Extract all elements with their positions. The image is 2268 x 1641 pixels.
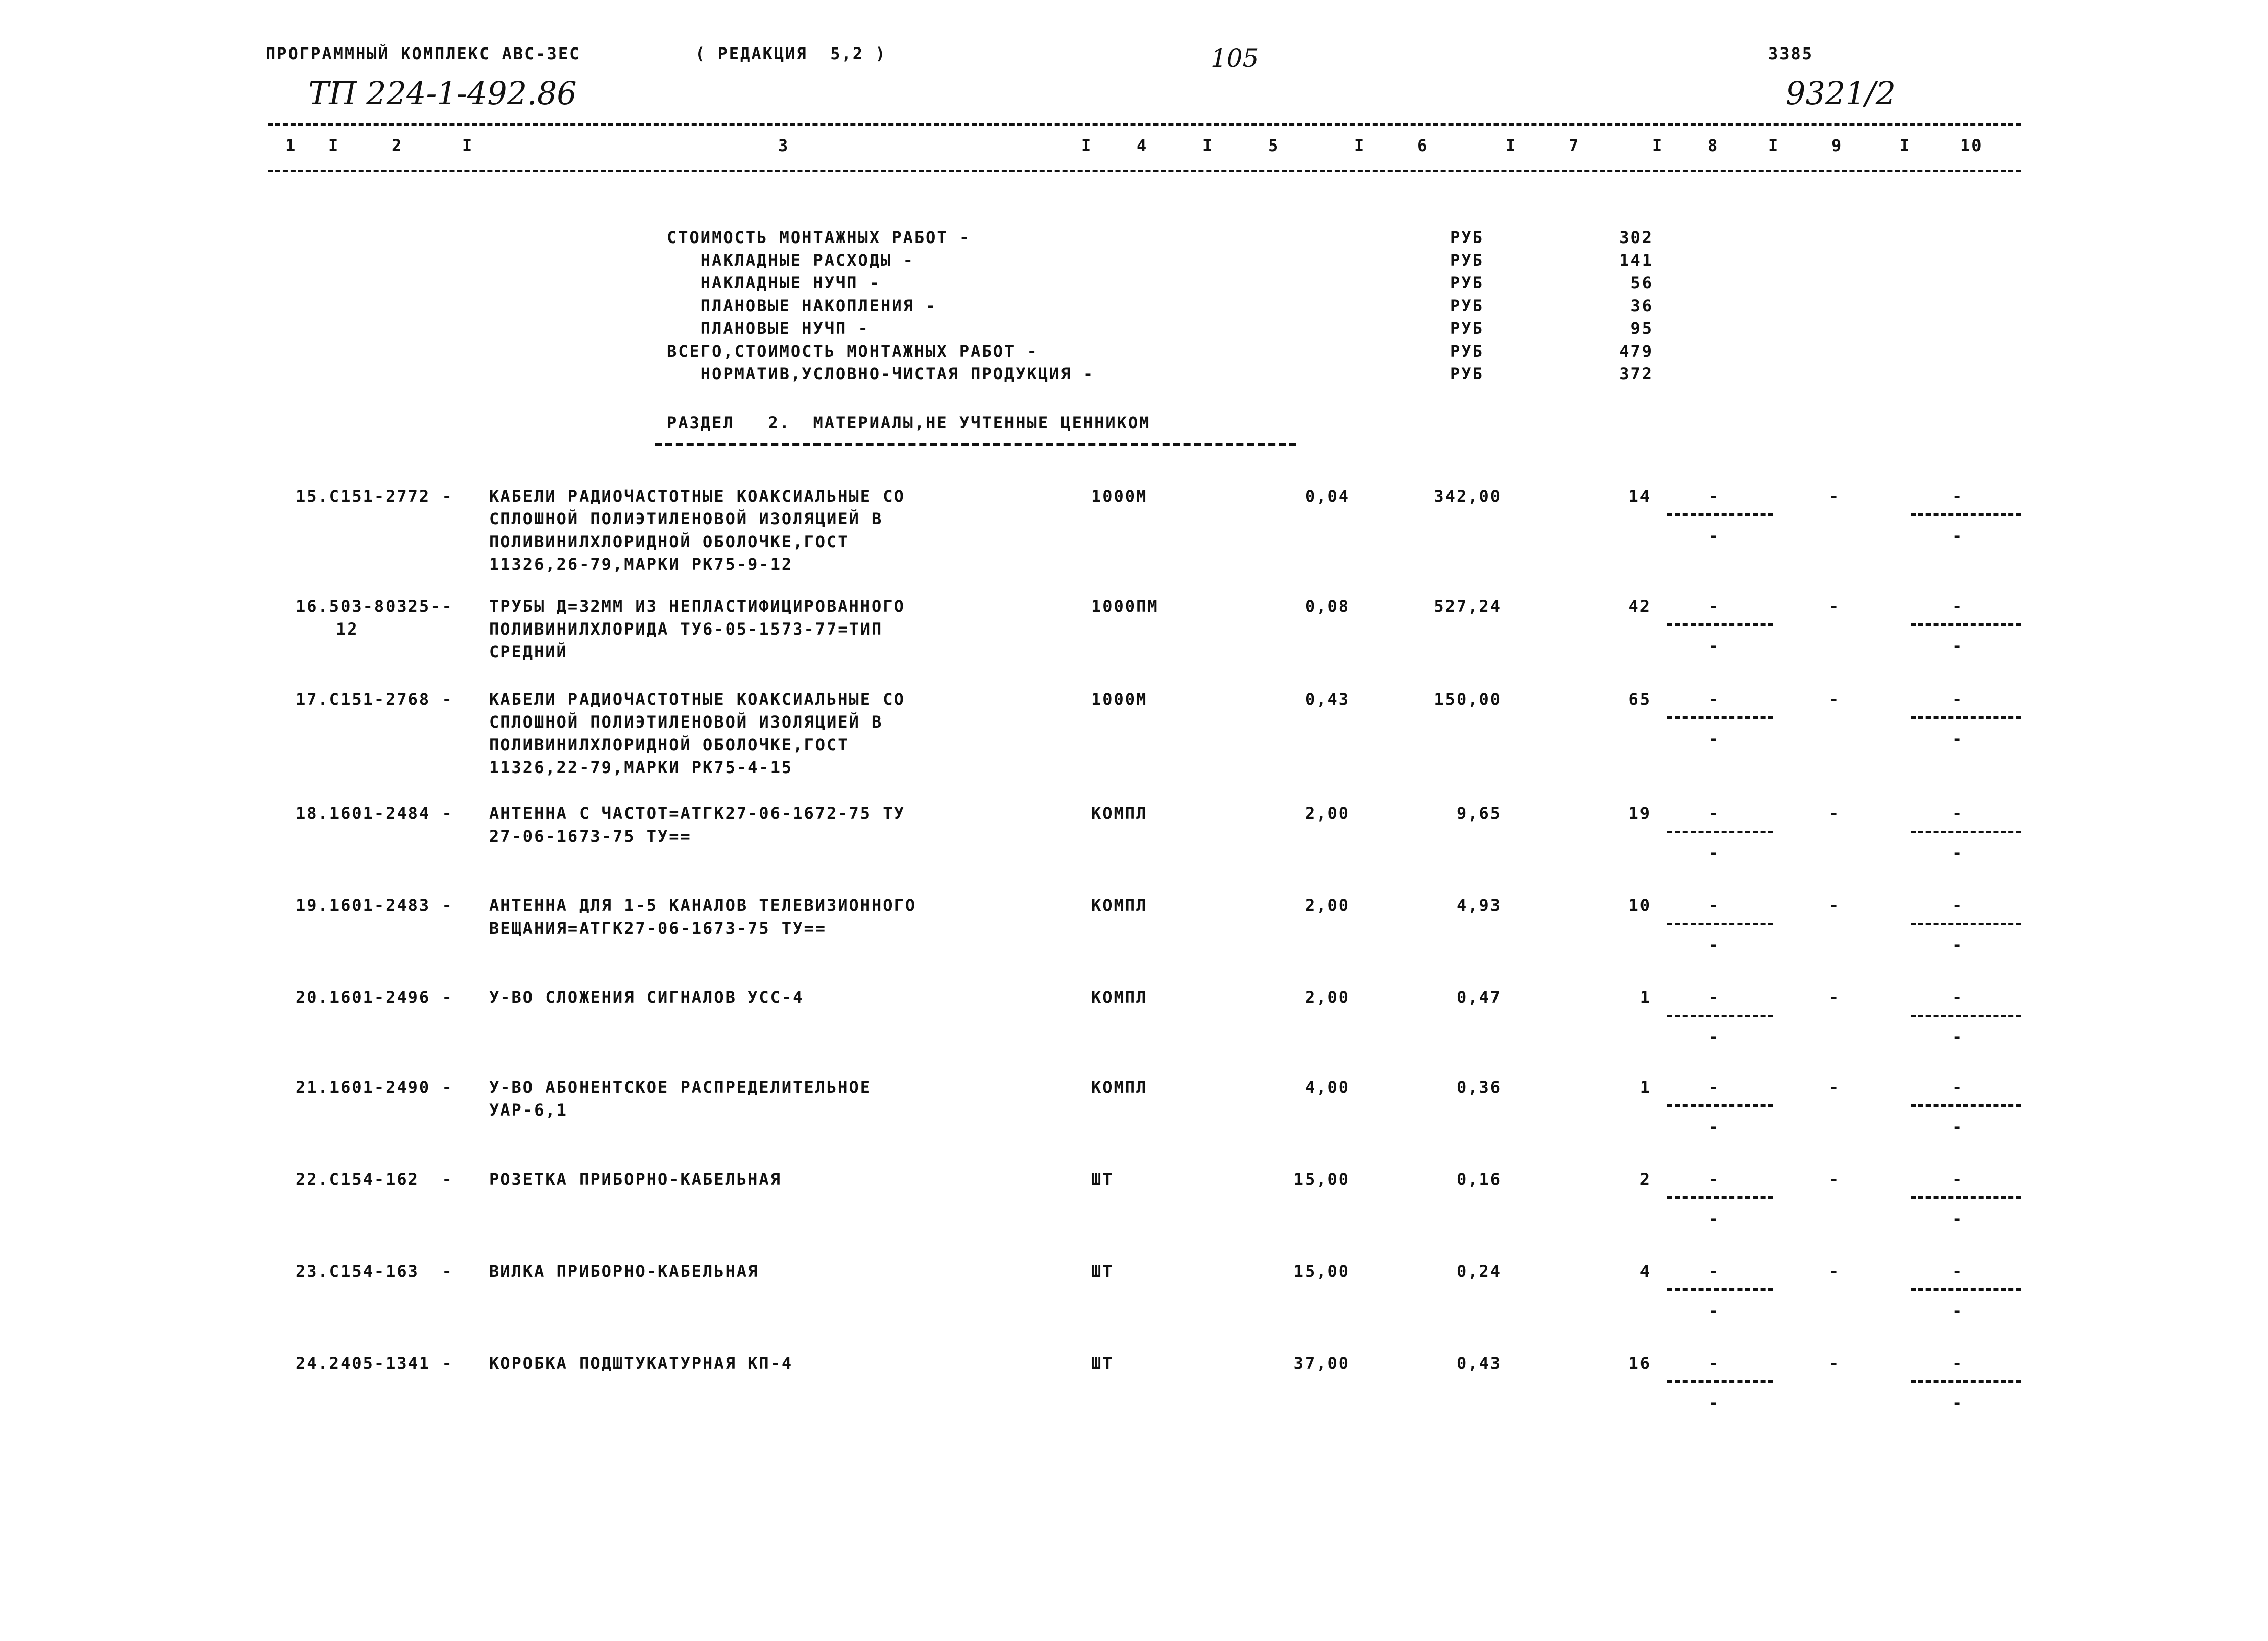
item-description-line: УАР-6,1	[489, 1100, 568, 1120]
summary-label: ВСЕГО,СТОИМОСТЬ МОНТАЖНЫХ РАБОТ -	[667, 342, 1038, 361]
column-separator: I	[1081, 136, 1093, 155]
col10-dash-rule	[1911, 623, 2021, 626]
item-unit: 1000ПМ	[1091, 597, 1159, 616]
col10-dash-top: -	[1952, 1078, 1964, 1097]
summary-label: НАКЛАДНЫЕ НУЧП -	[667, 273, 881, 293]
item-total: 65	[1628, 690, 1651, 709]
column-separator: I	[1354, 136, 1366, 155]
item-total: 16	[1628, 1354, 1651, 1373]
item-unit: КОМПЛ	[1091, 988, 1148, 1007]
item-code: 20.1601-2496 -	[296, 988, 453, 1007]
item-total: 4	[1639, 1262, 1651, 1281]
col10-dash-bottom: -	[1952, 636, 1964, 655]
item-quantity: 4,00	[1305, 1078, 1350, 1097]
item-code: 19.1601-2483 -	[296, 896, 453, 915]
col10-dash-rule	[1911, 1015, 2021, 1017]
item-unit: ШТ	[1091, 1262, 1114, 1281]
item-unit: 1000М	[1091, 487, 1148, 506]
item-price: 342,00	[1434, 487, 1502, 506]
col8-dash-top: -	[1709, 1262, 1720, 1281]
item-total: 10	[1628, 896, 1651, 915]
sheet-number: 9321/2	[1786, 75, 1896, 112]
item-description-line: СПЛОШНОЙ ПОЛИЭТИЛЕНОВОЙ ИЗОЛЯЦИЕЙ В	[489, 712, 883, 732]
page-number: 105	[1211, 43, 1259, 73]
item-unit: КОМПЛ	[1091, 804, 1148, 823]
item-description-line: СРЕДНИЙ	[489, 642, 568, 661]
item-description-line: ПОЛИВИНИЛХЛОРИДА ТУ6-05-1573-77=ТИП	[489, 619, 883, 639]
col8-dash-top: -	[1709, 804, 1720, 823]
item-unit: ШТ	[1091, 1170, 1114, 1189]
col10-dash-rule	[1911, 1196, 2021, 1199]
summary-label: СТОИМОСТЬ МОНТАЖНЫХ РАБОТ -	[667, 228, 971, 247]
col10-dash-rule	[1911, 1288, 2021, 1291]
col8-dash-bottom: -	[1709, 843, 1720, 862]
column-number: 3	[778, 136, 790, 155]
item-description-line: КАБЕЛИ РАДИОЧАСТОТНЫЕ КОАКСИАЛЬНЫЕ СО	[489, 487, 905, 506]
item-price: 9,65	[1456, 804, 1502, 823]
column-separator: I	[1202, 136, 1214, 155]
item-price: 0,43	[1456, 1354, 1502, 1373]
col10-dash-bottom: -	[1952, 729, 1964, 748]
item-total: 1	[1639, 988, 1651, 1007]
item-description-line: 27-06-1673-75 ТУ==	[489, 827, 692, 846]
summary-value: 302	[1619, 228, 1653, 247]
col9-dash: -	[1829, 597, 1841, 616]
item-quantity: 2,00	[1305, 988, 1350, 1007]
col10-dash-top: -	[1952, 1170, 1964, 1189]
item-total: 42	[1628, 597, 1651, 616]
item-price: 0,47	[1456, 988, 1502, 1007]
col8-dash-rule	[1667, 1104, 1773, 1107]
col10-dash-bottom: -	[1952, 1393, 1964, 1412]
summary-value: 141	[1619, 251, 1653, 270]
col10-dash-top: -	[1952, 1262, 1964, 1281]
item-description-line: ВИЛКА ПРИБОРНО-КАБЕЛЬНАЯ	[489, 1262, 759, 1281]
col10-dash-top: -	[1952, 487, 1964, 506]
column-separator: I	[328, 136, 340, 155]
program-name: ПРОГРАММНЫЙ КОМПЛЕКС АВС-ЗЕС	[266, 44, 581, 63]
item-description-line: ТРУБЫ Д=32ММ ИЗ НЕПЛАСТИФИЦИРОВАННОГО	[489, 597, 905, 616]
col8-dash-top: -	[1709, 597, 1720, 616]
document-code: 3385	[1768, 44, 1814, 63]
summary-unit: РУБ	[1450, 228, 1484, 247]
col10-dash-top: -	[1952, 690, 1964, 709]
col8-dash-bottom: -	[1709, 729, 1720, 748]
item-total: 19	[1628, 804, 1651, 823]
col8-dash-bottom: -	[1709, 1117, 1720, 1136]
col8-dash-bottom: -	[1709, 1209, 1720, 1228]
summary-value: 56	[1630, 273, 1653, 293]
item-code: 17.С151-2768 -	[296, 690, 453, 709]
col9-dash: -	[1829, 1078, 1841, 1097]
col10-dash-bottom: -	[1952, 526, 1964, 545]
col10-dash-bottom: -	[1952, 1301, 1964, 1320]
col8-dash-bottom: -	[1709, 935, 1720, 954]
item-price: 0,24	[1456, 1262, 1502, 1281]
item-description-line: 11326,22-79,МАРКИ РК75-4-15	[489, 758, 793, 777]
summary-label: ПЛАНОВЫЕ НУЧП -	[667, 319, 870, 338]
col8-dash-top: -	[1709, 487, 1720, 506]
col8-dash-top: -	[1709, 1170, 1720, 1189]
item-description-line: КОРОБКА ПОДШТУКАТУРНАЯ КП-4	[489, 1354, 793, 1373]
item-code: 24.2405-1341 -	[296, 1354, 453, 1373]
item-description-line: ВЕЩАНИЯ=АТГК27-06-1673-75 ТУ==	[489, 919, 827, 938]
item-unit: 1000М	[1091, 690, 1148, 709]
col9-dash: -	[1829, 1170, 1841, 1189]
column-number: 7	[1569, 136, 1580, 155]
header-rule-top	[268, 123, 2021, 126]
item-description-line: ПОЛИВИНИЛХЛОРИДНОЙ ОБОЛОЧКЕ,ГОСТ	[489, 532, 849, 551]
item-price: 4,93	[1456, 896, 1502, 915]
col10-dash-rule	[1911, 716, 2021, 719]
column-separator: I	[1900, 136, 1911, 155]
item-description-line: РОЗЕТКА ПРИБОРНО-КАБЕЛЬНАЯ	[489, 1170, 782, 1189]
item-code: 18.1601-2484 -	[296, 804, 453, 823]
item-description-line: 11326,26-79,МАРКИ РК75-9-12	[489, 555, 793, 574]
col10-dash-rule	[1911, 831, 2021, 833]
item-quantity: 0,43	[1305, 690, 1350, 709]
item-code: 16.503-80325--	[296, 597, 453, 616]
column-number: 9	[1831, 136, 1843, 155]
col9-dash: -	[1829, 487, 1841, 506]
edition-label: ( РЕДАКЦИЯ 5,2 )	[695, 44, 887, 63]
item-code: 22.С154-162 -	[296, 1170, 453, 1189]
col8-dash-rule	[1667, 513, 1773, 516]
item-description-line: АНТЕННА ДЛЯ 1-5 КАНАЛОВ ТЕЛЕВИЗИОННОГО	[489, 896, 917, 915]
summary-unit: РУБ	[1450, 319, 1484, 338]
header-rule-bottom	[268, 170, 2021, 172]
item-description-line: ПОЛИВИНИЛХЛОРИДНОЙ ОБОЛОЧКЕ,ГОСТ	[489, 735, 849, 754]
column-separator: I	[1768, 136, 1780, 155]
item-description-line: У-ВО АБОНЕНТСКОЕ РАСПРЕДЕЛИТЕЛЬНОЕ	[489, 1078, 872, 1097]
item-total: 1	[1639, 1078, 1651, 1097]
col10-dash-rule	[1911, 1380, 2021, 1383]
column-number: 2	[392, 136, 403, 155]
summary-unit: РУБ	[1450, 251, 1484, 270]
column-separator: I	[462, 136, 474, 155]
col8-dash-top: -	[1709, 1354, 1720, 1373]
item-price: 0,16	[1456, 1170, 1502, 1189]
item-code: 21.1601-2490 -	[296, 1078, 453, 1097]
column-separator: I	[1506, 136, 1517, 155]
col10-dash-bottom: -	[1952, 1209, 1964, 1228]
col8-dash-top: -	[1709, 896, 1720, 915]
item-total: 2	[1639, 1170, 1651, 1189]
col8-dash-bottom: -	[1709, 1393, 1720, 1412]
col9-dash: -	[1829, 804, 1841, 823]
column-number: 8	[1708, 136, 1719, 155]
item-description-line: СПЛОШНОЙ ПОЛИЭТИЛЕНОВОЙ ИЗОЛЯЦИЕЙ В	[489, 509, 883, 528]
col10-dash-top: -	[1952, 988, 1964, 1007]
col8-dash-rule	[1667, 1196, 1773, 1199]
item-unit: КОМПЛ	[1091, 1078, 1148, 1097]
column-number: 6	[1417, 136, 1429, 155]
item-description-line: У-ВО СЛОЖЕНИЯ СИГНАЛОВ УСС-4	[489, 988, 804, 1007]
item-price: 527,24	[1434, 597, 1502, 616]
item-description-line: КАБЕЛИ РАДИОЧАСТОТНЫЕ КОАКСИАЛЬНЫЕ СО	[489, 690, 905, 709]
col9-dash: -	[1829, 690, 1841, 709]
col10-dash-bottom: -	[1952, 1027, 1964, 1046]
col8-dash-rule	[1667, 831, 1773, 833]
col8-dash-top: -	[1709, 690, 1720, 709]
col9-dash: -	[1829, 988, 1841, 1007]
summary-value: 372	[1619, 364, 1653, 383]
col8-dash-top: -	[1709, 1078, 1720, 1097]
col10-dash-rule	[1911, 1104, 2021, 1107]
summary-value: 95	[1630, 319, 1653, 338]
col10-dash-bottom: -	[1952, 843, 1964, 862]
col10-dash-rule	[1911, 513, 2021, 516]
item-quantity: 15,00	[1293, 1262, 1350, 1281]
item-description-line: АНТЕННА С ЧАСТОТ=АТГК27-06-1672-75 ТУ	[489, 804, 905, 823]
item-total: 14	[1628, 487, 1651, 506]
column-number: 4	[1137, 136, 1148, 155]
item-code: 15.С151-2772 -	[296, 487, 453, 506]
summary-unit: РУБ	[1450, 273, 1484, 293]
item-price: 150,00	[1434, 690, 1502, 709]
item-quantity: 0,04	[1305, 487, 1350, 506]
column-number: 5	[1268, 136, 1280, 155]
col8-dash-rule	[1667, 1015, 1773, 1017]
col9-dash: -	[1829, 1262, 1841, 1281]
summary-unit: РУБ	[1450, 296, 1484, 315]
col10-dash-rule	[1911, 923, 2021, 925]
col8-dash-rule	[1667, 716, 1773, 719]
col10-dash-top: -	[1952, 804, 1964, 823]
summary-label: НОРМАТИВ,УСЛОВНО-ЧИСТАЯ ПРОДУКЦИЯ -	[667, 364, 1095, 383]
column-number: 10	[1960, 136, 1983, 155]
column-number: 1	[285, 136, 297, 155]
col8-dash-rule	[1667, 1380, 1773, 1383]
item-quantity: 0,08	[1305, 597, 1350, 616]
column-separator: I	[1652, 136, 1664, 155]
section-title-underline	[655, 443, 1296, 446]
col8-dash-bottom: -	[1709, 526, 1720, 545]
col10-dash-bottom: -	[1952, 1117, 1964, 1136]
col10-dash-top: -	[1952, 1354, 1964, 1373]
summary-unit: РУБ	[1450, 342, 1484, 361]
col8-dash-bottom: -	[1709, 636, 1720, 655]
col8-dash-rule	[1667, 923, 1773, 925]
col8-dash-rule	[1667, 623, 1773, 626]
item-unit: КОМПЛ	[1091, 896, 1148, 915]
item-unit: ШТ	[1091, 1354, 1114, 1373]
document-id: ТП 224-1-492.86	[308, 75, 577, 112]
summary-label: НАКЛАДНЫЕ РАСХОДЫ -	[667, 251, 914, 270]
item-quantity: 2,00	[1305, 896, 1350, 915]
summary-value: 36	[1630, 296, 1653, 315]
summary-label: ПЛАНОВЫЕ НАКОПЛЕНИЯ -	[667, 296, 937, 315]
section-title: РАЗДЕЛ 2. МАТЕРИАЛЫ,НЕ УЧТЕННЫЕ ЦЕННИКОМ	[667, 413, 1151, 432]
col10-dash-top: -	[1952, 597, 1964, 616]
col9-dash: -	[1829, 896, 1841, 915]
item-quantity: 37,00	[1293, 1354, 1350, 1373]
summary-value: 479	[1619, 342, 1653, 361]
item-price: 0,36	[1456, 1078, 1502, 1097]
item-quantity: 2,00	[1305, 804, 1350, 823]
col10-dash-top: -	[1952, 896, 1964, 915]
col8-dash-bottom: -	[1709, 1301, 1720, 1320]
col10-dash-bottom: -	[1952, 935, 1964, 954]
item-quantity: 15,00	[1293, 1170, 1350, 1189]
col8-dash-top: -	[1709, 988, 1720, 1007]
summary-unit: РУБ	[1450, 364, 1484, 383]
item-code: 23.С154-163 -	[296, 1262, 453, 1281]
col8-dash-rule	[1667, 1288, 1773, 1291]
col8-dash-bottom: -	[1709, 1027, 1720, 1046]
col9-dash: -	[1829, 1354, 1841, 1373]
item-code-continuation: 12	[336, 619, 359, 639]
